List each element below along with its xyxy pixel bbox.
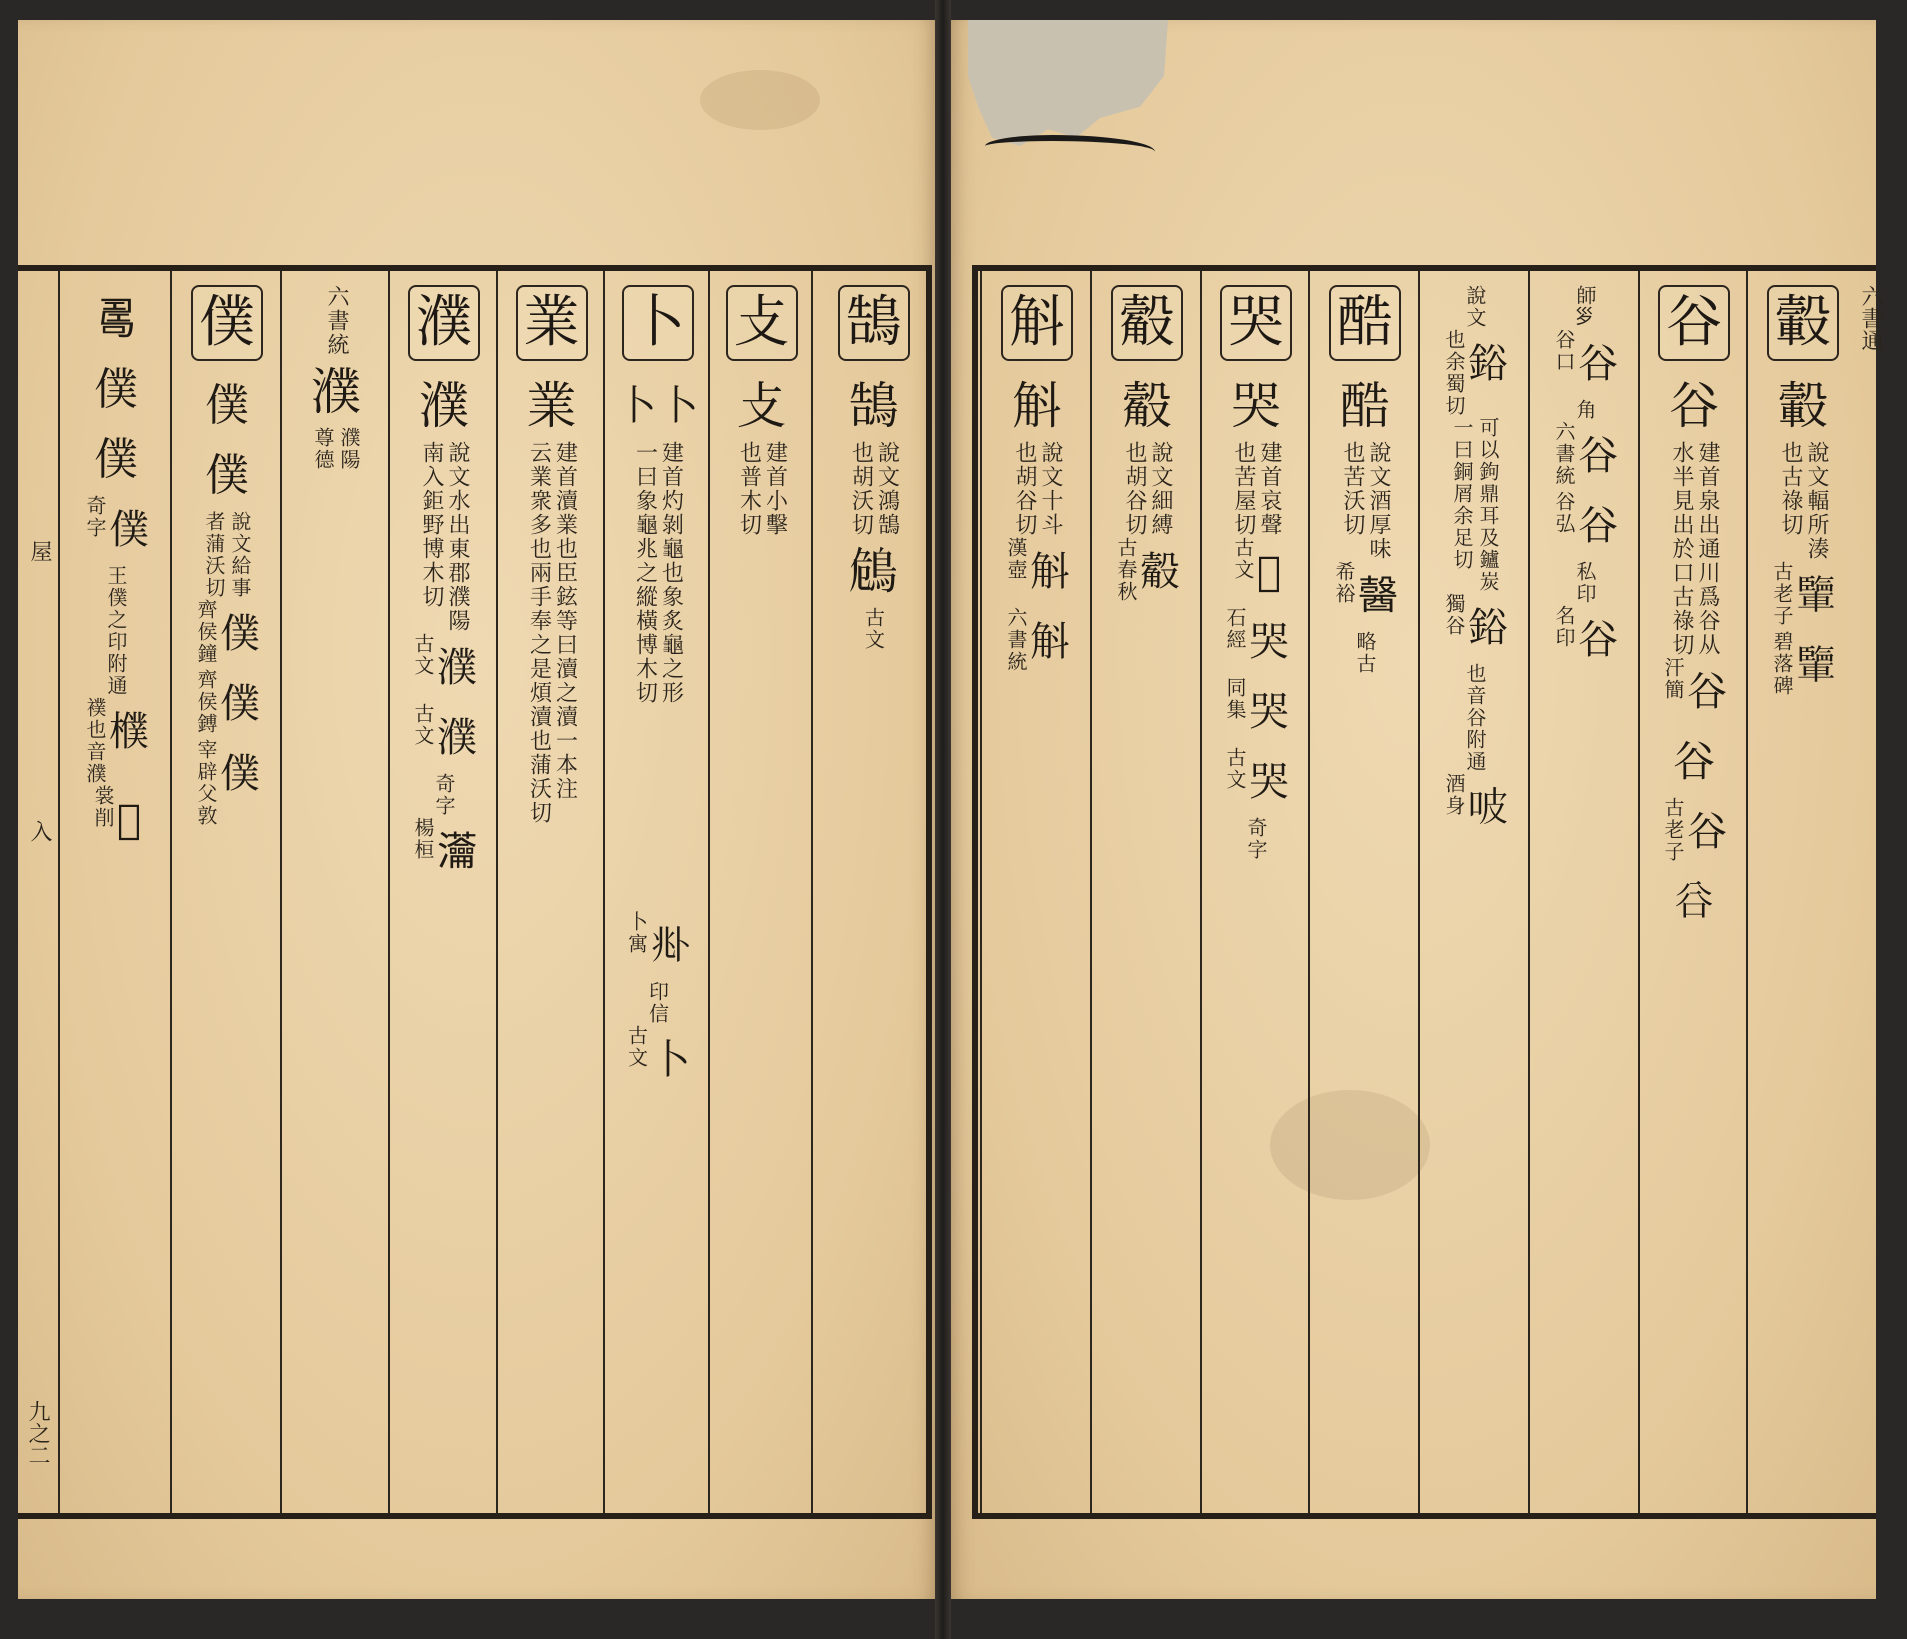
entry-note: 古文: [411, 703, 435, 747]
seal-glyph: 斛: [1012, 377, 1062, 435]
entry-note: 一曰銅屑余足切: [1450, 417, 1474, 571]
folio-number: 九之二: [25, 1400, 50, 1466]
seal-glyph: 𨏊: [1796, 643, 1836, 689]
entry-note: 奇字: [83, 495, 107, 539]
entry-head: 卜: [622, 285, 694, 361]
entry-note: 也胡沃切: [848, 441, 874, 537]
seal-glyph: 谷: [1669, 377, 1719, 435]
entry-note: 說文水出東郡濮陽: [445, 441, 470, 633]
seal-glyph: 斛: [1030, 549, 1070, 595]
entry-column: [1418, 271, 1530, 1513]
seal-glyph: 㯷: [109, 709, 149, 755]
entry-head: 業: [516, 285, 588, 361]
seal-glyph: 𠔌: [1674, 879, 1714, 925]
entry-column: [708, 271, 813, 1513]
entry-note: 也苦沃切: [1340, 441, 1365, 537]
seal-glyph: 鋊: [1468, 605, 1508, 651]
entry-note: 名印: [1552, 605, 1576, 649]
entry-note: 建首灼剝龜也象炙龜之形: [658, 441, 684, 705]
seal-glyph: 𦄷: [116, 797, 141, 843]
paper-stain: [700, 70, 820, 130]
entry-note: 角: [1573, 399, 1597, 421]
entry-note: 碧落碑: [1770, 631, 1794, 697]
entry-head: 谷: [1658, 285, 1730, 361]
entry-note: 獨谷: [1442, 593, 1466, 637]
seal-glyph: 觳: [1140, 549, 1180, 595]
entry-note: 齊侯鐘: [194, 599, 218, 665]
entry-note: 可以鉤鼎耳及鑪炭: [1476, 417, 1500, 593]
seal-glyph: 濮: [437, 715, 477, 761]
left-text-frame: [18, 265, 932, 1519]
entry-note: 南入鉅野博木切: [419, 441, 444, 609]
entry-note: 說文給事: [228, 511, 252, 599]
seal-glyph: 𠱀: [1468, 785, 1508, 831]
seal-glyph: 哭: [1249, 759, 1289, 805]
entry-note: 古文: [1223, 747, 1247, 791]
entry-column: [280, 271, 390, 1513]
seal-glyph: 濮: [311, 363, 361, 421]
entry-note: 裳削: [90, 785, 115, 829]
seal-glyph: 𨢋: [1358, 573, 1398, 619]
entry-column: [1528, 271, 1640, 1513]
left-margin-label: 屋: [27, 540, 52, 562]
seal-glyph: 谷: [1578, 503, 1618, 549]
right-text-frame: [972, 265, 1876, 1519]
entry-note: 說文酒厚味: [1366, 441, 1391, 561]
seal-glyph: 𨏊: [1796, 573, 1836, 619]
entry-note: 古春秋: [1114, 537, 1138, 603]
entry-note: 汗簡: [1661, 657, 1685, 701]
seal-glyph: 谷: [1687, 809, 1727, 855]
entry-note: 水半見出於口古祿切: [1669, 441, 1694, 657]
entry-note: 印信: [645, 981, 670, 1025]
entry-note: 宰辟父敦: [194, 739, 218, 827]
entry-note: 谷弘: [1552, 491, 1576, 535]
entry-head: 鵠: [838, 285, 910, 361]
seal-glyph: 濮: [419, 377, 469, 435]
seal-glyph: 斛: [1030, 619, 1070, 665]
seal-glyph: 僕: [205, 380, 249, 431]
seal-glyph: 僕: [109, 507, 149, 553]
entry-note: 古老子: [1661, 797, 1685, 863]
entry-head: 斛: [1001, 285, 1073, 361]
entry-note: 說文: [1463, 285, 1487, 329]
entry-note: 也苦屋切: [1231, 441, 1256, 537]
entry-note: 谷口: [1552, 329, 1576, 373]
entry-note: 師𡿪: [1573, 285, 1597, 329]
entry-note: 齊侯鎛: [194, 669, 218, 735]
entry-note: 楊桓: [411, 817, 435, 861]
entry-note: 尊德: [311, 427, 335, 471]
seal-glyph: 谷: [1578, 341, 1618, 387]
entry-note: 說文十斗: [1038, 441, 1063, 537]
seal-glyph: 攴: [736, 377, 787, 435]
entry-note: 建首瀆業也臣鉉等曰瀆之瀆一本注: [552, 441, 578, 801]
seal-glyph: 卜: [616, 383, 657, 429]
entry-column: [980, 271, 1092, 1513]
entry-column: [58, 271, 172, 1513]
seal-glyph: 谷: [1687, 669, 1727, 715]
entry-column: [811, 271, 934, 1513]
entry-note: 說文細縛: [1148, 441, 1173, 537]
entry-note: 建首泉出通川爲谷从: [1695, 441, 1720, 657]
entry-head: 觳: [1111, 285, 1183, 361]
entry-note: 同集: [1223, 677, 1247, 721]
seal-glyph: 谷: [1578, 617, 1618, 663]
seal-glyph: 𪀗: [848, 543, 899, 601]
entry-column: [388, 271, 498, 1513]
seal-glyph: 𠧞: [650, 923, 691, 969]
entry-column: [1308, 271, 1420, 1513]
entry-note: 說文輻所湊: [1804, 441, 1829, 561]
entry-note: 古文: [411, 633, 435, 677]
entry-note: 古文: [1230, 537, 1255, 581]
right-margin-title: 六書通: [1858, 285, 1883, 351]
entry-note: 濮陽: [337, 427, 361, 471]
entry-note: 襆也音濮: [83, 697, 107, 785]
seal-glyph: 哭: [1249, 619, 1289, 665]
entry-note: 古老子: [1770, 561, 1794, 627]
entry-note: 古文: [861, 607, 886, 651]
entry-note: 也胡谷切: [1012, 441, 1037, 537]
entry-note: 六書統: [1552, 421, 1576, 487]
entry-column: [170, 271, 282, 1513]
seal-glyph: 𡀳: [1256, 549, 1281, 595]
entry-note: 也古祿切: [1778, 441, 1803, 537]
seal-glyph: 哭: [1249, 689, 1289, 735]
seal-glyph: 濮: [437, 645, 477, 691]
entry-column: [1746, 271, 1858, 1513]
entry-head: 哭: [1220, 285, 1292, 361]
entry-note: 奇字: [1244, 817, 1268, 861]
entry-note: 六書統: [324, 285, 349, 357]
entry-note: 希裕: [1332, 561, 1356, 605]
entry-note: 奇字: [432, 773, 456, 817]
entry-note: 建首哀聲: [1257, 441, 1282, 537]
entry-note: 附通: [104, 653, 128, 697]
seal-glyph: 谷: [1578, 433, 1618, 479]
seal-glyph: 鋊: [1468, 341, 1508, 387]
seal-glyph: 谷: [1672, 737, 1715, 786]
entry-column: [1200, 271, 1310, 1513]
entry-column: [603, 271, 710, 1513]
seal-glyph: 僕: [220, 751, 260, 797]
left-margin-label: 入: [27, 820, 52, 842]
entry-note: 古文: [624, 1025, 649, 1069]
entry-column: [1638, 271, 1748, 1513]
entry-note: 者蒲沃切: [202, 511, 226, 599]
seal-glyph: 轂: [1778, 377, 1828, 435]
entry-head: 濮: [408, 285, 480, 361]
entry-head: 攴: [726, 285, 798, 361]
entry-note: 私印: [1573, 561, 1597, 605]
entry-note: 六書統: [1004, 607, 1028, 673]
entry-note: 一曰象龜兆之縱橫博木切: [632, 441, 658, 705]
seal-glyph: 鵠: [848, 377, 899, 435]
entry-head: 轂: [1767, 285, 1839, 361]
seal-glyph: 僕: [94, 364, 138, 415]
entry-note: 漢壺: [1004, 537, 1028, 581]
entry-note: 云業衆多也兩手奉之是煩瀆也蒲沃切: [526, 441, 552, 825]
entry-note: 說文鴻鵠: [874, 441, 900, 537]
entry-note: 石經: [1223, 607, 1247, 651]
entry-head: 僕: [191, 285, 263, 361]
entry-head: 酷: [1329, 285, 1401, 361]
entry-column: [1090, 271, 1202, 1513]
entry-note: 也余蜀切: [1442, 329, 1466, 417]
seal-glyph: 卜: [650, 1037, 691, 1083]
book-gutter: [935, 0, 951, 1639]
seal-glyph: 哭: [1231, 377, 1281, 435]
entry-note: 酒身: [1442, 773, 1466, 817]
seal-glyph: 卜: [658, 383, 699, 429]
entry-note: 王僕之印: [104, 565, 128, 653]
entry-note: 也普木切: [736, 441, 762, 537]
entry-column: [496, 271, 605, 1513]
seal-glyph: 酷: [1340, 377, 1390, 435]
seal-glyph: 僕: [220, 611, 260, 657]
entry-note: 也胡谷切: [1122, 441, 1147, 537]
seal-glyph: 𤅢: [437, 829, 477, 875]
seal-glyph: 僕: [94, 434, 138, 485]
entry-note: 也音谷: [1463, 663, 1487, 729]
seal-glyph: 觳: [1122, 377, 1172, 435]
entry-note: 附通: [1463, 729, 1487, 773]
seal-glyph: 僕: [205, 450, 249, 501]
entry-note: 略古: [1353, 631, 1377, 675]
seal-glyph: 業: [526, 377, 577, 435]
seal-glyph: 𠷎: [94, 294, 138, 345]
seal-glyph: 僕: [220, 681, 260, 727]
entry-note: 卜寓: [624, 911, 649, 955]
entry-note: 建首小擊: [762, 441, 788, 537]
